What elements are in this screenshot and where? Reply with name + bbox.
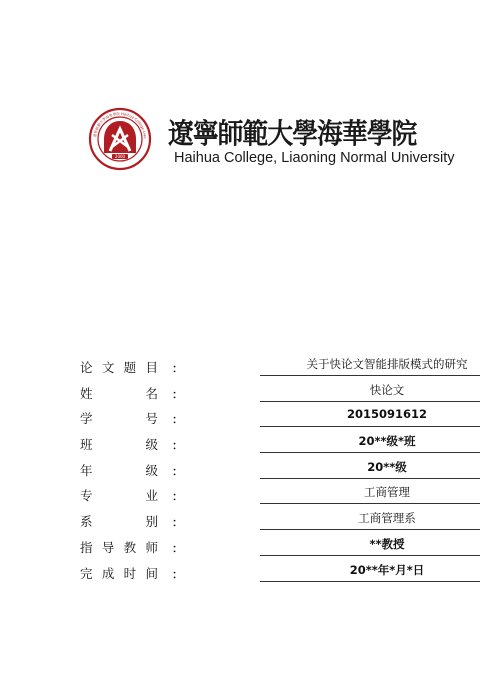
field-colon: ： — [172, 516, 183, 530]
field-underline — [260, 555, 480, 556]
field-underline — [260, 426, 480, 427]
field-colon: ： — [172, 439, 183, 453]
svg-text:遼寧師範大學海華學院 Haihua College Liao: 遼寧師範大學海華學院 Haihua College Liao — [93, 111, 148, 139]
info-row — [80, 455, 440, 481]
svg-text:2000: 2000 — [114, 154, 126, 159]
school-name-english: Haihua College, Liaoning Normal University — [174, 150, 455, 166]
info-row — [80, 378, 440, 404]
field-colon: ： — [172, 464, 183, 478]
field-value: 快论文 — [369, 382, 405, 397]
field-value: 工商管理系 — [358, 511, 416, 526]
field-value: 工商管理 — [364, 485, 410, 500]
info-row — [80, 558, 440, 584]
info-row — [80, 506, 440, 532]
info-row — [80, 480, 440, 506]
field-value: **教授 — [369, 536, 405, 551]
field-label: 完 成 时 间 — [80, 565, 158, 581]
field-underline — [260, 452, 480, 453]
field-value: 2015091612 — [346, 407, 428, 422]
field-value: 20**年*月*日 — [349, 562, 425, 577]
field-colon: ： — [172, 567, 183, 581]
field-label: 专 业 — [80, 488, 158, 504]
field-underline — [260, 581, 480, 582]
field-underline — [260, 401, 480, 402]
info-row — [80, 429, 440, 455]
info-row — [80, 532, 440, 558]
field-label: 班 级 — [80, 437, 158, 453]
field-label: 系 别 — [80, 514, 158, 530]
field-colon: ： — [172, 490, 183, 504]
info-row — [80, 403, 440, 429]
field-underline — [260, 478, 480, 479]
field-underline — [260, 375, 480, 376]
thesis-info-table — [80, 352, 468, 583]
field-label: 年 级 — [80, 462, 158, 478]
field-colon: ： — [172, 541, 183, 555]
field-value: 20**级 — [367, 459, 407, 474]
field-value: 20**级*班 — [358, 434, 416, 449]
field-label: 指 导 教 师 — [80, 539, 158, 555]
field-value: 关于快论文智能排版模式的研究 — [306, 357, 468, 371]
field-label: 姓 名 — [80, 385, 158, 401]
field-label: 论 文 题 目 — [80, 360, 158, 375]
field-colon: ： — [172, 362, 183, 375]
field-underline — [260, 529, 480, 530]
field-colon: ： — [172, 387, 183, 401]
field-underline — [260, 503, 480, 504]
school-name-calligraphy: 遼寧師範大學海華學院 — [168, 117, 417, 150]
info-row — [80, 352, 468, 378]
college-seal-logo — [88, 107, 152, 171]
field-label: 学 号 — [80, 411, 158, 427]
field-colon: ： — [172, 413, 183, 427]
